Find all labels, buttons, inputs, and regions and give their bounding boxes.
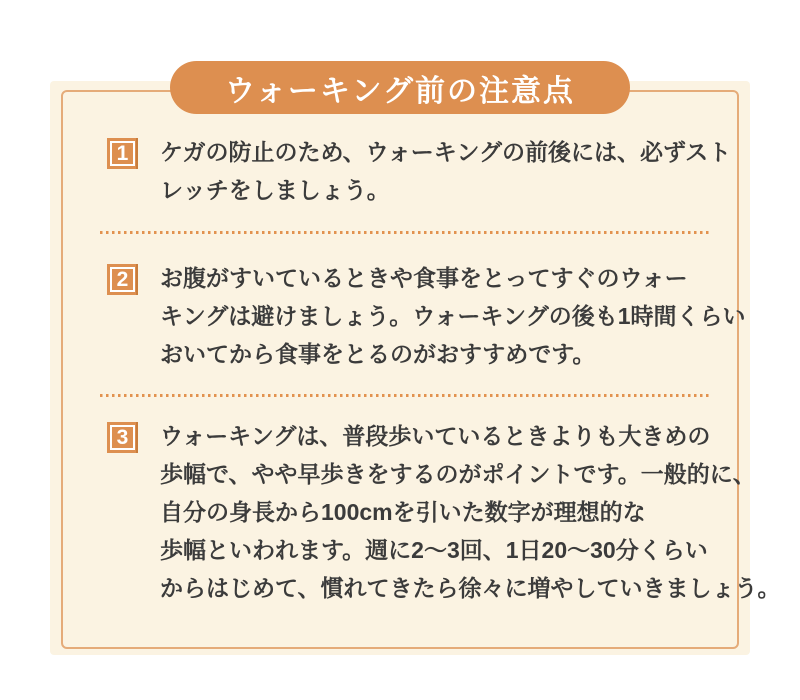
- item-3-line-2: 歩幅で、やや早歩きをするのがポイントです。一般的に、: [160, 461, 756, 487]
- item-2-line-3: おいてから食事をとるのがおすすめです。: [160, 341, 596, 367]
- item-1-line-2: レッチをしましょう。: [160, 177, 390, 203]
- item-number-badge-2: 2: [107, 264, 138, 295]
- list-item-1: [107, 133, 731, 209]
- item-text-1: [160, 133, 731, 209]
- item-text-3: [160, 417, 781, 607]
- page-title: ウォーキング前の注意点: [225, 74, 575, 108]
- item-number-badge-3: 3: [107, 422, 138, 453]
- list-item-3: [107, 417, 781, 607]
- item-text-2: [160, 259, 746, 373]
- item-3-line-1: ウォーキングは、普段歩いているときよりも大きめの: [160, 423, 711, 449]
- dotted-divider-1: [100, 231, 712, 234]
- dotted-divider-2: [100, 394, 712, 397]
- item-1-line-1: ケガの防止のため、ウォーキングの前後には、必ずスト: [160, 139, 732, 165]
- item-3-line-5: からはじめて、慣れてきたら徐々に増やしていきましょう。: [160, 575, 781, 601]
- list-item-2: [107, 259, 746, 373]
- item-2-line-1: お腹がすいているときや食事をとってすぐのウォー: [160, 265, 688, 291]
- item-2-line-2: キングは避けましょう。ウォーキングの後も1時間くらい: [160, 303, 746, 329]
- item-number-badge-1: 1: [107, 138, 138, 169]
- title-badge: [170, 61, 630, 114]
- item-3-line-3: 自分の身長から100cmを引いた数字が理想的な: [160, 499, 646, 525]
- item-3-line-4: 歩幅といわれます。週に2〜3回、1日20〜30分くらい: [160, 537, 708, 563]
